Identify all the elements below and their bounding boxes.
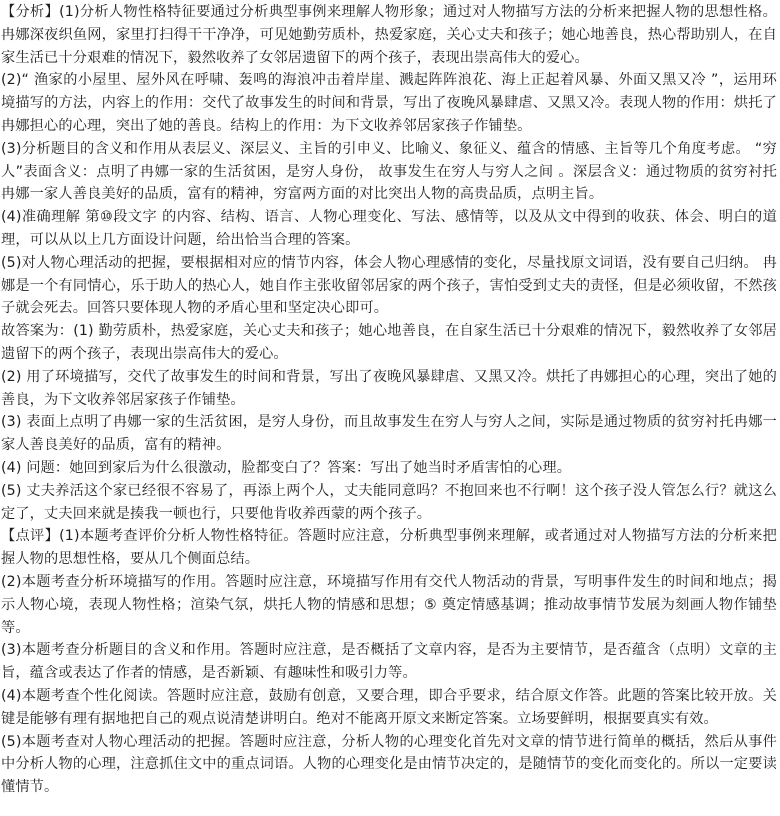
answer-paragraph-1: 故答案为：(1) 勤劳质朴，热爱家庭，关心丈夫和孩子；她心地善良，在自家生活已十分艰难的情况下，毅然收养了女邻居遗留下的两个孩子，表现出崇高伟大的爱心。 xyxy=(1,323,777,362)
comment-paragraph-5: (5)本题考查对人物心理活动的把握。答题时应注意，分析人物的心理变化首先对文章的情节进行简单的概括，然后从事件中分析人物的心理，注意抓住文中的重点词语。人物的心理变化是由情节决定的，是随情节的变化而变化的。所以一定要读懂情节。 xyxy=(1,733,777,796)
analysis-paragraph-1: 【分析】(1)分析人物性格特征要通过分析典型事例来理解人物形象；通过对人物描写方法的分析来把握人物的思想性格。 冉娜深夜织鱼网，家里打扫得干干净净，可见她勤劳质朴，热爱家庭，关心丈夫和孩子；她心地善良，热心帮助别人，在自家生活已十分艰难的情况下，毅然收养了女邻居遗留下的两个孩子，表现出崇高伟大的爱心。 xyxy=(1,4,777,66)
comment-paragraph-4: (4)本题考查个性化阅读。答题时应注意，鼓励有创意，又要合理，即合乎要求，结合原文作答。此题的答案比较开放。关键是能够有理有据地把自己的观点说清楚讲明白。绝对不能离开原文来断定答案。立场要鲜明，根据要真实有效。 xyxy=(1,687,777,727)
analysis-paragraph-2: (2)“ 渔家的小屋里、屋外风在呼啸、轰鸣的海浪冲击着岸崖、溅起阵阵浪花、海上正起着风暴、外面又黑又冷 ”，运用环境描写的方法，内容上的作用：交代了故事发生的时间和背景，写出了夜晚风暴肆虐、又黑又冷。表现人物的作用：烘托了冉娜担心的心理，突出了她的善良。结构上的作用：为下文收养邻居家孩子作铺垫。 xyxy=(1,72,777,134)
answer-paragraph-5: (5) 丈夫养活这个家已经很不容易了，再添上两个人，丈夫能同意吗？不抱回来也不行啊！这个孩子没人管怎么行？就这么定了，丈夫回来就是揍我一顿也行，只要他肯收养西蒙的两个孩子。 xyxy=(1,482,777,522)
analysis-paragraph-5: (5)对人物心理活动的把握，要根据相对应的情节内容，体会人物心理感情的变化，尽量找原文词语，没有要自己归纳。 冉娜是一个有同情心，乐于助人的热心人，她自作主张收留邻居家的两个孩子，害怕受到丈夫的责怪，但是必须收留，不然孩子就会死去。回答只要体现人物的矛盾心里和坚定决心即可。 xyxy=(1,254,777,317)
comment-paragraph-2: (2)本题考查分析环境描写的作用。答题时应注意，环境描写作用有交代人物活动的背景，写明事件发生的时间和地点；揭示人物心境，表现人物性格；渲染气氛，烘托人物的情感和思想；⑤ 奠定情感基调；推动故事情节发展为刻画人物作铺垫等。 xyxy=(1,573,777,636)
answer-paragraph-3: (3) 表面上点明了冉娜一家的生活贫困，是穷人身份，而且故事发生在穷人与穷人之间，实际是通过物质的贫穷衬托冉娜一家人善良美好的品质，富有的精神。 xyxy=(1,414,777,454)
analysis-paragraph-3: (3)分析题目的含义和作用从表层义、深层义、主旨的引申义、比喻义、象征义、蕴含的情感、主旨等几个角度考虑。 “穷人”表面含义：点明了冉娜一家的生活贫困，是穷人身份， 故事发生在穷人与穷人之间 。深层含义：通过物质的贫穷衬托冉娜一家人善良美好的品质，富有的精神，穷富两方面的对比突出人物的高贵品质，点明主旨。 xyxy=(1,140,777,203)
analysis-paragraph-4: (4)准确理解 第⑩段文字 的内容、结构、语言、人物心理变化、写法、感情等，以及从文中得到的收获、体会、明白的道理，可以从以上几方面设计问题，给出恰当合理的答案。 xyxy=(1,209,777,248)
solution-document xyxy=(1,1,777,799)
comment-paragraph-3: (3)本题考查分析题目的含义和作用。答题时应注意，是否概括了文章内容，是否为主要情节，是否蕴含（点明）文章的主旨，蕴含或表达了作者的情感，是否新颖、有趣味性和吸引力等。 xyxy=(1,642,777,682)
answer-paragraph-2: (2) 用了环境描写，交代了故事发生的时间和背景，写出了夜晚风暴肆虐、又黑又冷。烘托了冉娜担心的心理，突出了她的善良，为下文收养邻居家孩子作铺垫。 xyxy=(1,368,777,408)
answer-paragraph-4: (4) 问题：她回到家后为什么很激动，脸都变白了？答案：写出了她当时矛盾害怕的心理。 xyxy=(1,459,572,476)
comment-paragraph-1: 【点评】(1)本题考查评价分析人物性格特征。答题时应注意，分析典型事例来理解，或者通过对人物描写方法的分析来把握人物的思想性格，要从几个侧面总结。 xyxy=(1,528,777,568)
